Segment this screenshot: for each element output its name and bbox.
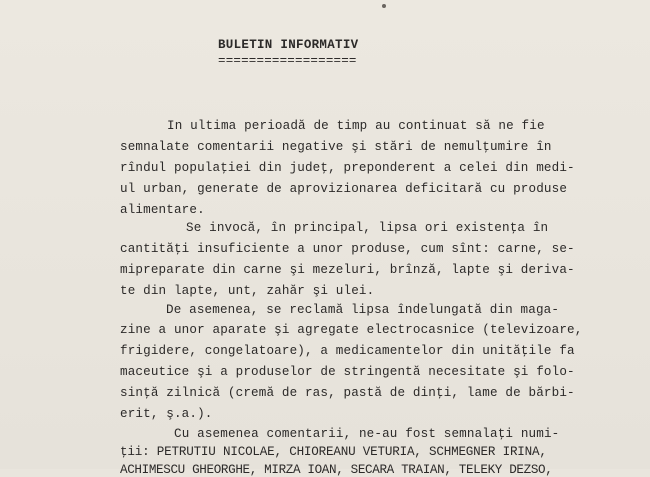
- text-line: Se invocă, în principal, lipsa ori existenţa în: [186, 221, 549, 235]
- text-line: te din lapte, unt, zahăr şi ulei.: [120, 284, 375, 298]
- text-line: ul urban, generate de aprovizionarea deficitară cu produse: [120, 182, 568, 196]
- text-line: In ultima perioadă de timp au continuat să ne fie: [167, 119, 545, 133]
- text-line: sinţă zilnică (cremă de ras, pastă de dinţi, lame de bărbi-: [120, 386, 575, 400]
- document-title: BULETIN INFORMATIV: [218, 38, 359, 52]
- text-line: zine a unor aparate şi agregate electrocasnice (televizoare,: [120, 323, 583, 337]
- text-line: cantităţi insuficiente a unor produse, cum sînt: carne, se-: [120, 242, 575, 256]
- text-line: maceutice şi a produselor de stringentă necesitate şi folo-: [120, 365, 575, 379]
- ink-dot: [382, 4, 386, 8]
- text-line: erit, ş.a.).: [120, 407, 213, 421]
- text-line: rîndul populaţiei din judeţ, preponderent a celei din medi-: [120, 161, 575, 175]
- text-line: ţii: PETRUTIU NICOLAE, CHIOREANU VETURIA, SCHMEGNER IRINA,: [120, 445, 547, 459]
- text-line: frigidere, congelatoare), a medicamentelor din unităţile fa: [120, 344, 575, 358]
- text-line: semnalate comentarii negative şi stări de nemulţumire în: [120, 140, 552, 154]
- text-line: alimentare.: [120, 203, 205, 217]
- title-underline: ==================: [218, 54, 357, 68]
- text-line: Cu asemenea comentarii, ne-au fost semnalaţi numi-: [174, 427, 560, 441]
- text-line: De asemenea, se reclamă lipsa îndelungată din maga-: [166, 303, 560, 317]
- text-line: ACHIMESCU GHEORGHE, MIRZA IOAN, SECARA TRAIAN, TELEKY DEZSO,: [120, 463, 553, 477]
- text-line: mipreparate din carne şi mezeluri, brînză, lapte şi deriva-: [120, 263, 575, 277]
